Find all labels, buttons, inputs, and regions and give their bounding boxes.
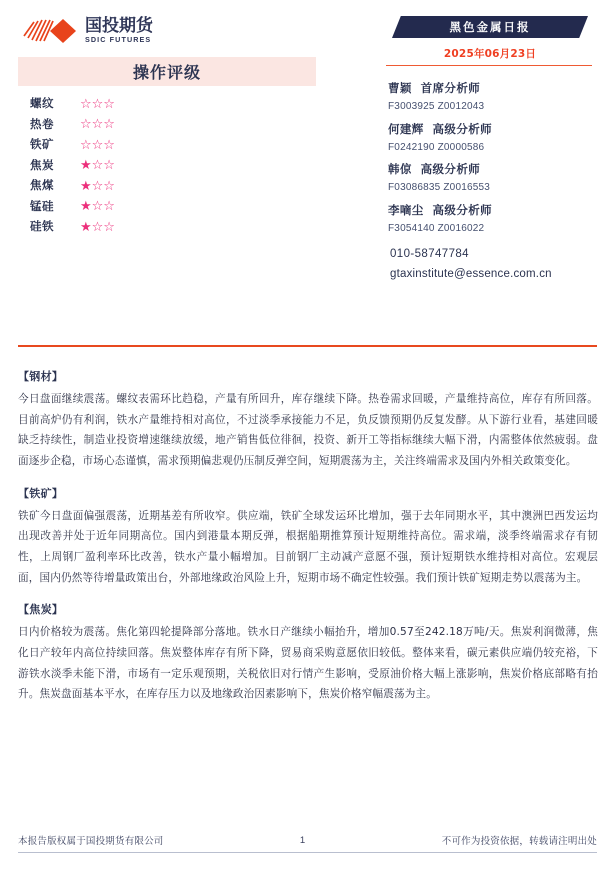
logo-company-name-en: SDIC FUTURES: [85, 35, 152, 45]
section-paragraph: 今日盘面继续震荡。螺纹表需环比趋稳，产量有所回升，库存继续下降。热卷需求回暖，产量维持高位，库存有所回落。目前高炉仍有利润，铁水产量维持相对高位，不过淡季承接能力不足，负反馈预期仍反复发酵。从下游行业看，基建回暖缺乏持续性，制造业投资增速继续放缓，地产销售低位徘徊，投资、新开工等指标继续大幅下滑，内需整体依然疲弱。盘面逐步企稳，市场心态谨慎，需求预期偏悲观仍压制反弹空间，短期震荡为主，关注终端需求及国内外相关政策变化。: [18, 393, 598, 467]
rating-stars: ☆☆☆: [80, 116, 115, 132]
page-title: 黑色金属日报: [449, 20, 531, 34]
logo-company-name-cn: 国投期货: [85, 16, 153, 37]
report-header: [0, 0, 615, 345]
analyst-name-text: 曹颖: [388, 81, 412, 95]
list-item: [388, 161, 596, 193]
list-item: [388, 202, 596, 234]
section-heading: 【焦炭】: [18, 603, 64, 617]
company-logo: [22, 16, 153, 46]
footer-copyright: 本报告版权属于国投期货有限公司: [18, 836, 164, 847]
report-body: [18, 368, 598, 718]
section-paragraph: 铁矿今日盘面偏强震荡，近期基差有所收窄。供应端，铁矿全球发运环比增加，强于去年同期水平，其中澳洲巴西发运均出现改善并处于近年同期高位。国内到港量本期反弹，根据船期推算预计短期维持高位。需求端，淡季终端需求存有韧性，上周钢厂盈利率环比改善，铁水产量小幅增加。目前钢厂主动减产意愿不强，预计短期铁水维持相对高位。宏观层面，国内仍然等待增量政策出台，外部地缘政治风险上升，短期市场不确定性较强。我们预计铁矿短期走势以震荡为主。: [18, 509, 598, 584]
header-divider: [18, 345, 597, 347]
list-item: [388, 80, 596, 112]
analyst-title-text: 高级分析师: [432, 202, 493, 217]
rating-panel-title: 操作评级: [18, 57, 316, 86]
rating-stars: ★☆☆: [80, 157, 115, 173]
table-row: [18, 196, 316, 217]
section-heading: 【铁矿】: [18, 486, 64, 500]
analyst-title-text: 高级分析师: [420, 162, 481, 176]
date-divider: [386, 65, 592, 66]
rating-commodity-label: 硅铁: [30, 219, 54, 234]
rating-commodity-label: 螺纹: [30, 96, 54, 111]
page-footer: [18, 833, 597, 847]
analyst-name-text: 何建辉: [388, 121, 424, 136]
rating-stars: ★☆☆: [80, 218, 115, 234]
analyst-name-text: 韩倞: [388, 162, 412, 176]
analyst-license-code: F0242190 Z0000586: [388, 141, 485, 153]
table-row: [18, 155, 316, 176]
analyst-list: [386, 80, 596, 234]
sdic-diamond-logo-icon: [22, 16, 80, 46]
analyst-license-code: F3003925 Z0012043: [388, 101, 485, 112]
rating-stars: ☆☆☆: [80, 136, 115, 152]
analyst-name-text: 李嘀尘: [388, 202, 424, 217]
rating-stars: ★☆☆: [80, 177, 115, 193]
analyst-name: [388, 80, 596, 96]
section-coke: [18, 601, 598, 705]
analyst-name: [388, 161, 596, 177]
footer-divider: [18, 852, 597, 853]
analyst-title-text: 首席分析师: [420, 81, 481, 95]
analyst-name: [388, 202, 596, 218]
table-row: [18, 134, 316, 155]
rating-commodity-label: 焦炭: [30, 157, 54, 172]
report-title-banner: [392, 16, 588, 38]
list-item: [388, 121, 596, 153]
table-row: [18, 216, 316, 237]
table-row: [18, 175, 316, 196]
rating-stars: ★☆☆: [80, 198, 115, 214]
table-row: [18, 93, 316, 114]
contact-email[interactable]: gtaxinstitute@essence.com.cn: [390, 267, 552, 280]
footer-page-number: 1: [299, 834, 306, 846]
section-heading: 【钢材】: [18, 370, 64, 383]
rating-commodity-label: 铁矿: [30, 137, 54, 152]
analyst-name: [388, 121, 596, 137]
rating-commodity-label: 热卷: [30, 116, 54, 131]
table-row: [18, 114, 316, 135]
rating-row-list: [18, 93, 316, 237]
report-date-block: [392, 44, 588, 62]
contact-phone[interactable]: 010-58747784: [390, 247, 469, 260]
analyst-license-code: F3054140 Z0016022: [388, 222, 485, 234]
report-date: 2025年06月23日: [443, 48, 537, 60]
section-steel: [18, 368, 598, 472]
analyst-title-text: 高级分析师: [432, 121, 493, 136]
rating-commodity-label: 焦煤: [30, 178, 54, 193]
rating-commodity-label: 锰硅: [30, 198, 54, 213]
footer-disclaimer: 不可作为投资依据，转载请注明出处: [441, 836, 597, 847]
report-meta-column: [386, 16, 596, 280]
rating-stars: ☆☆☆: [80, 95, 115, 111]
operation-rating-panel: [18, 57, 316, 237]
section-iron-ore: [18, 485, 598, 589]
section-paragraph: 日内价格较为震荡。焦化第四轮提降部分落地。铁水日产继续小幅抬升，增加0.57至242.18万吨/天。焦炭利润微薄，焦化日产较年内高位持续回落。焦炭整体库存有所下降，贸易商采购意愿依旧较低。整体来看，碳元素供应端仍较充裕，下游铁水淡季未能下滑，市场有一定乐观预期，关税依旧对行情产生影响，受原油价格大幅上涨影响，焦炭价格底部略有抬升。焦炭盘面基本平水，在库存压力以及地缘政治因素影响下，焦炭价格窄幅震荡为主。: [18, 626, 598, 701]
analyst-license-code: F03086835 Z0016553: [388, 182, 491, 193]
contact-block: [386, 248, 596, 280]
